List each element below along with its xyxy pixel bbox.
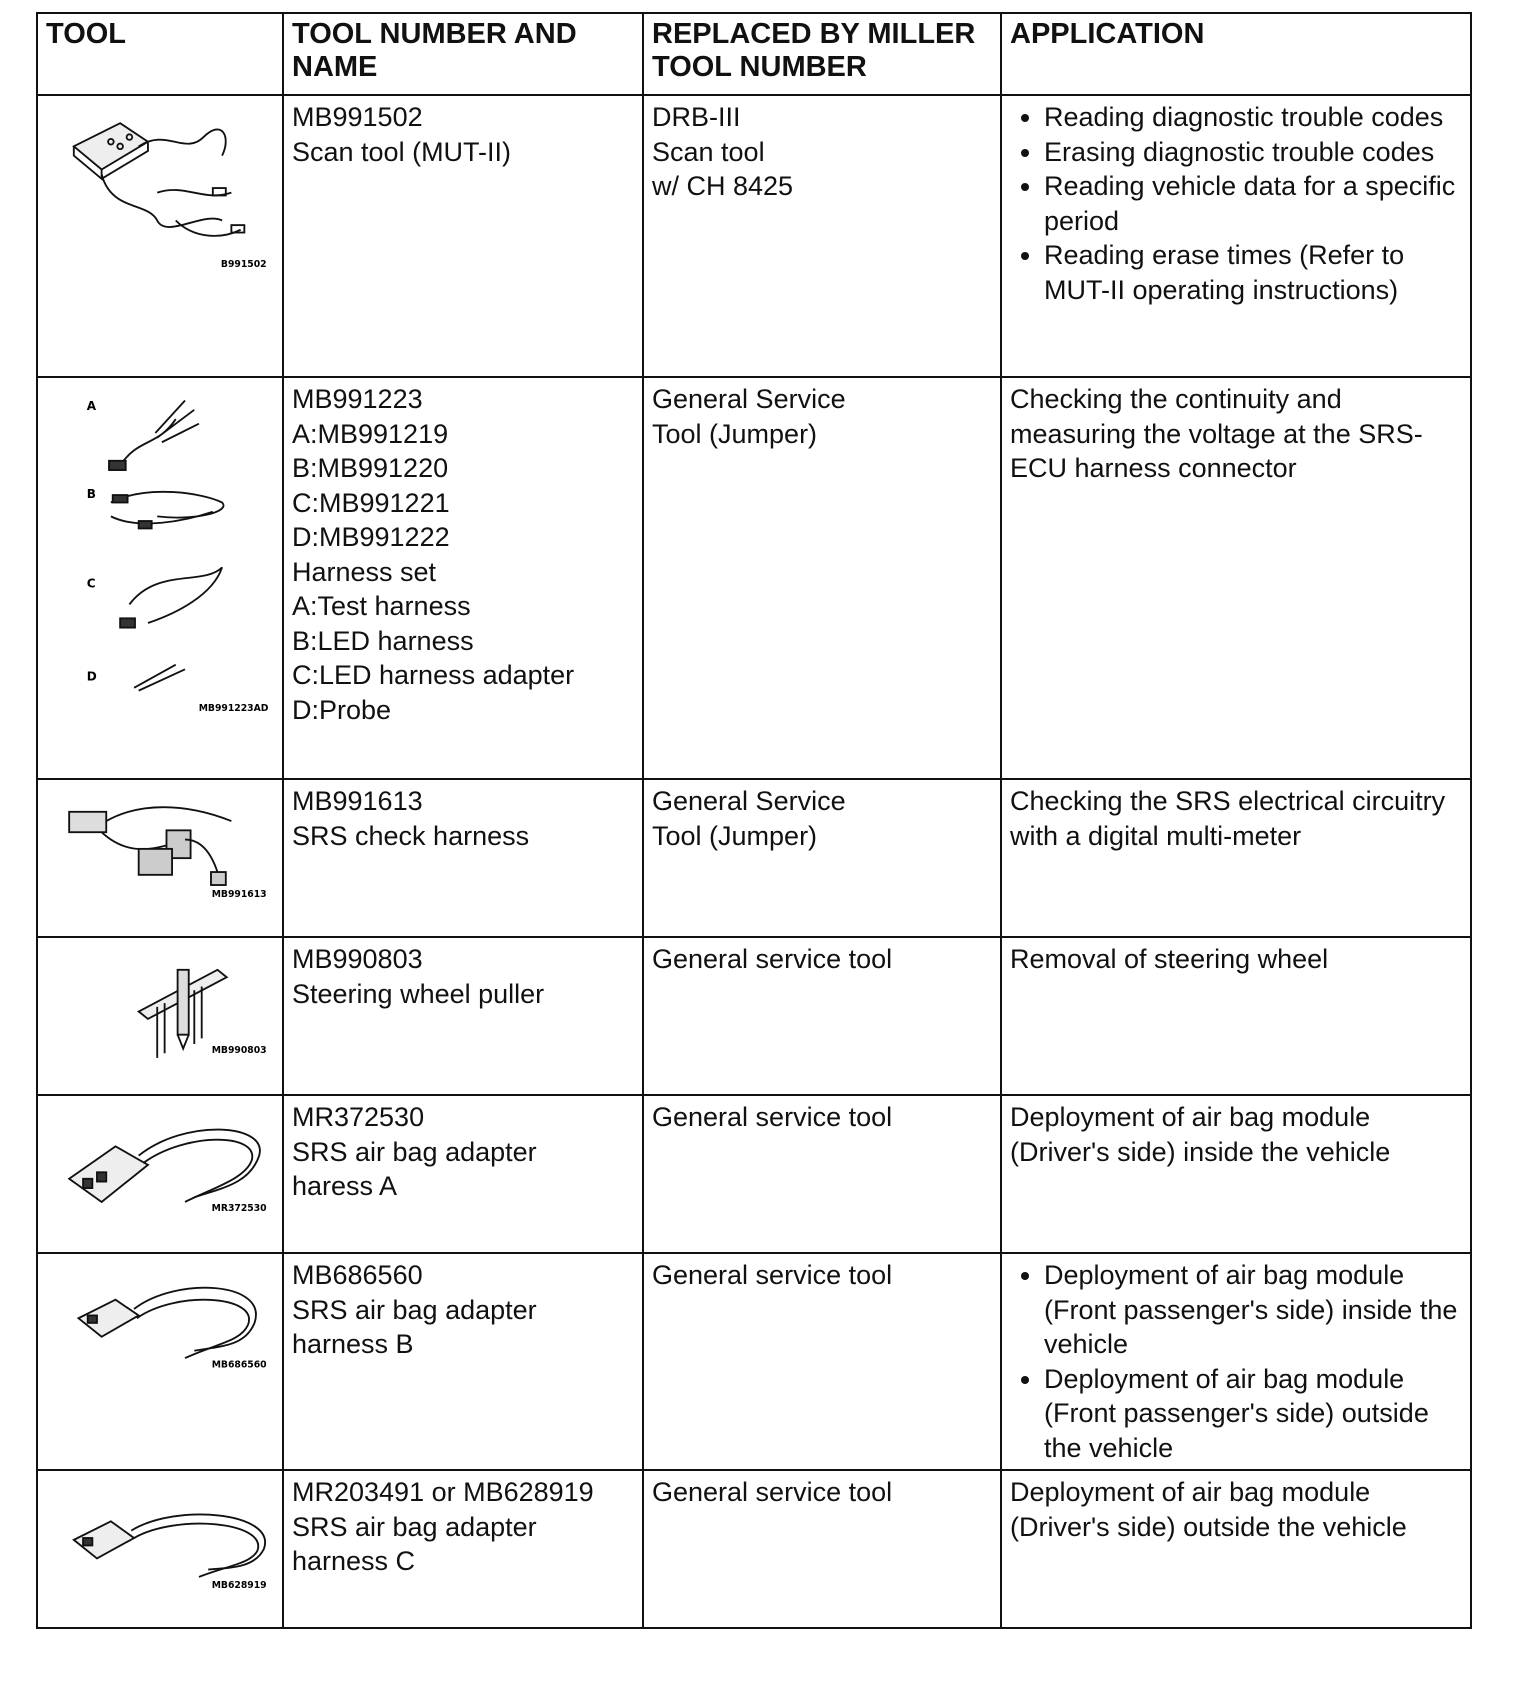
table-row <box>37 779 1471 937</box>
tool-image-code: MB991223AD <box>198 703 269 715</box>
list-item: • Deployment of air bag module (Front passenger's side) inside the vehicle <box>1044 1258 1462 1362</box>
tool-image-cell <box>37 779 283 937</box>
application: Checking the continuity and measuring the voltage at the SRS-ECU harness connector <box>1001 377 1471 779</box>
tool-image-cell <box>37 1470 283 1628</box>
tool-image-code: MB990803 <box>211 1045 267 1057</box>
header-tool: TOOL <box>37 13 283 95</box>
miller-tool: General service tool <box>643 1253 1001 1470</box>
table-row <box>37 937 1471 1095</box>
table-row <box>37 95 1471 377</box>
application <box>1001 95 1471 377</box>
check-harness-illustration <box>46 784 274 930</box>
miller-tool: DRB-III Scan tool w/ CH 8425 <box>643 95 1001 377</box>
harness-set-illustration <box>46 382 274 755</box>
header-miller: REPLACED BY MILLER TOOL NUMBER <box>643 13 1001 95</box>
table-row <box>37 377 1471 779</box>
table-row <box>37 1470 1471 1628</box>
tool-image-cell <box>37 95 283 377</box>
application: Checking the SRS electrical circuitry with a digital multi-meter <box>1001 779 1471 937</box>
tool-image-code: MR372530 <box>211 1203 267 1215</box>
tool-image-cell <box>37 1253 283 1470</box>
puller-illustration <box>46 942 274 1088</box>
tool-image-cell <box>37 377 283 779</box>
miller-tool: General service tool <box>643 1095 1001 1253</box>
tool-image-code: MB686560 <box>211 1359 267 1371</box>
tool-image-code: MB991613 <box>211 889 267 901</box>
tool-image-code: MB628919 <box>211 1580 267 1592</box>
list-item: • Deployment of air bag module (Front passenger's side) outside the vehicle <box>1044 1362 1462 1466</box>
tool-number-name: MB991613 SRS check harness <box>283 779 643 937</box>
adapter-a-illustration <box>46 1100 274 1246</box>
miller-tool: General service tool <box>643 1470 1001 1628</box>
tool-image-code: B991502 <box>220 258 267 270</box>
tool-number-name: MR372530 SRS air bag adapter haress A <box>283 1095 643 1253</box>
image-label: A <box>86 398 97 413</box>
miller-tool: General Service Tool (Jumper) <box>643 377 1001 779</box>
adapter-b-illustration <box>46 1258 274 1458</box>
list-item: • Reading erase times (Refer to MUT-II operating instructions) <box>1044 238 1462 307</box>
application <box>1001 1253 1471 1470</box>
tool-number-name: MB686560 SRS air bag adapter harness B <box>283 1253 643 1470</box>
tool-number-name: MB991223 A:MB991219 B:MB991220 C:MB991221 D:MB991222 Harness set A:Test harness B:LED harness C:LED harness adapter D:Probe <box>283 377 643 779</box>
application: Removal of steering wheel <box>1001 937 1471 1095</box>
list-item: • Reading vehicle data for a specific period <box>1044 169 1462 238</box>
miller-tool: General service tool <box>643 937 1001 1095</box>
image-label: D <box>86 669 97 684</box>
tool-number-name: MR203491 or MB628919 SRS air bag adapter harness C <box>283 1470 643 1628</box>
image-label: C <box>86 576 96 591</box>
image-label: B <box>86 486 96 501</box>
table-row <box>37 1253 1471 1470</box>
list-item: • Erasing diagnostic trouble codes <box>1044 135 1462 170</box>
application: Deployment of air bag module (Driver's side) inside the vehicle <box>1001 1095 1471 1253</box>
tool-number-name: MB990803 Steering wheel puller <box>283 937 643 1095</box>
header-row <box>37 13 1471 95</box>
application: Deployment of air bag module (Driver's side) outside the vehicle <box>1001 1470 1471 1628</box>
tool-image-cell <box>37 937 283 1095</box>
list-item: • Reading diagnostic trouble codes <box>1044 100 1462 135</box>
header-number-name: TOOL NUMBER AND NAME <box>283 13 643 95</box>
miller-tool: General Service Tool (Jumper) <box>643 779 1001 937</box>
scan-tool-illustration <box>46 100 274 361</box>
special-tools-table <box>36 12 1472 1629</box>
adapter-c-illustration <box>46 1475 274 1621</box>
header-application: APPLICATION <box>1001 13 1471 95</box>
tool-number-name: MB991502 Scan tool (MUT-II) <box>283 95 643 377</box>
tool-image-cell <box>37 1095 283 1253</box>
table-row <box>37 1095 1471 1253</box>
